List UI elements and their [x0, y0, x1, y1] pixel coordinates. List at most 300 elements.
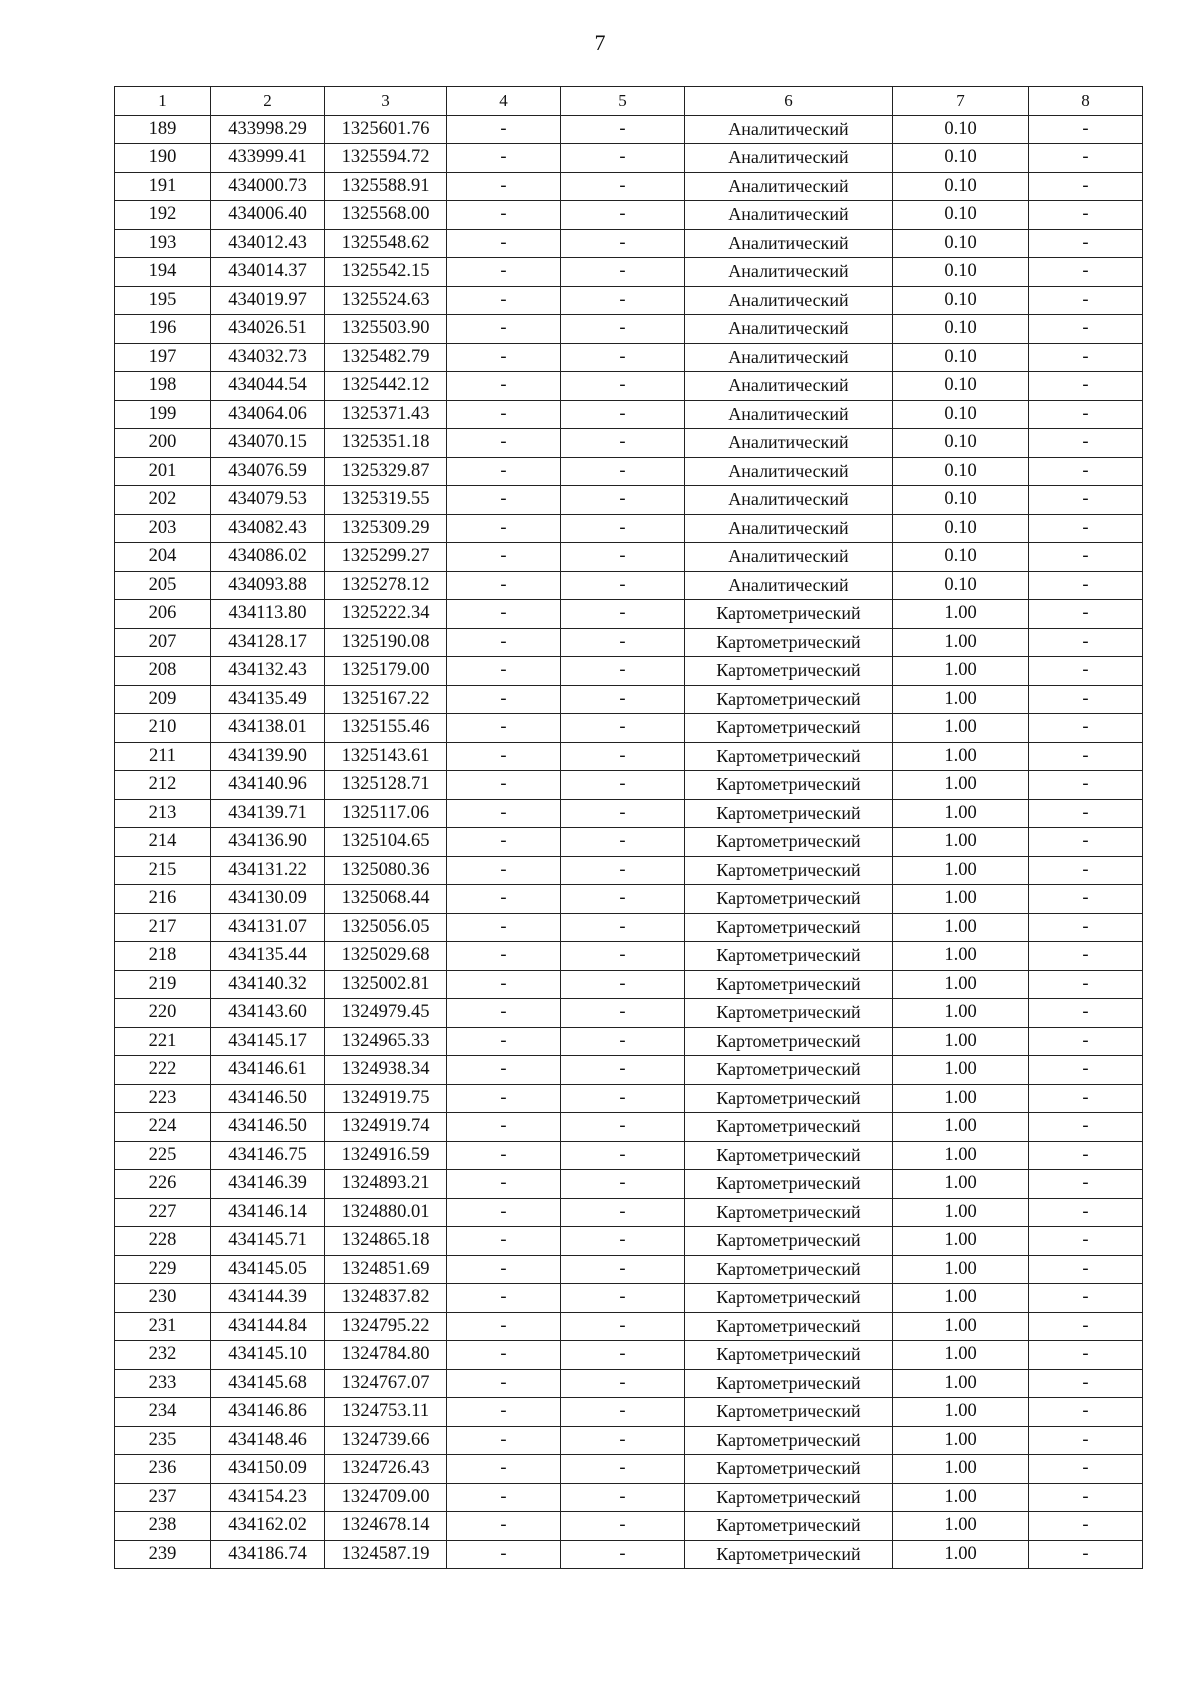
col4-cell: - [447, 372, 561, 401]
x-coordinate-cell: 434026.51 [211, 315, 325, 344]
method-cell: Аналитический [685, 400, 893, 429]
accuracy-cell: 1.00 [893, 1369, 1029, 1398]
col5-cell: - [561, 1027, 685, 1056]
method-cell: Картометрический [685, 856, 893, 885]
x-coordinate-cell: 434131.07 [211, 913, 325, 942]
col5-cell: - [561, 771, 685, 800]
point-number-cell: 209 [115, 685, 211, 714]
accuracy-cell: 1.00 [893, 1426, 1029, 1455]
y-coordinate-cell: 1324893.21 [325, 1170, 447, 1199]
accuracy-cell: 0.10 [893, 286, 1029, 315]
col4-cell: - [447, 457, 561, 486]
accuracy-cell: 1.00 [893, 657, 1029, 686]
point-number-cell: 229 [115, 1255, 211, 1284]
method-cell: Картометрический [685, 657, 893, 686]
y-coordinate-cell: 1324919.75 [325, 1084, 447, 1113]
col4-cell: - [447, 1426, 561, 1455]
point-number-cell: 223 [115, 1084, 211, 1113]
table-row [115, 372, 1143, 401]
accuracy-cell: 1.00 [893, 685, 1029, 714]
accuracy-cell: 1.00 [893, 1084, 1029, 1113]
accuracy-cell: 0.10 [893, 372, 1029, 401]
col5-cell: - [561, 258, 685, 287]
accuracy-cell: 0.10 [893, 258, 1029, 287]
table-row [115, 229, 1143, 258]
col5-cell: - [561, 942, 685, 971]
col5-cell: - [561, 1141, 685, 1170]
col5-cell: - [561, 714, 685, 743]
y-coordinate-cell: 1324739.66 [325, 1426, 447, 1455]
point-number-cell: 195 [115, 286, 211, 315]
method-cell: Картометрический [685, 1512, 893, 1541]
table-row [115, 742, 1143, 771]
y-coordinate-cell: 1324784.80 [325, 1341, 447, 1370]
col8-cell: - [1029, 1056, 1143, 1085]
y-coordinate-cell: 1325309.29 [325, 514, 447, 543]
col8-cell: - [1029, 543, 1143, 572]
point-number-cell: 210 [115, 714, 211, 743]
x-coordinate-cell: 434154.23 [211, 1483, 325, 1512]
point-number-cell: 199 [115, 400, 211, 429]
x-coordinate-cell: 433999.41 [211, 144, 325, 173]
point-number-cell: 232 [115, 1341, 211, 1370]
accuracy-cell: 0.10 [893, 514, 1029, 543]
col4-cell: - [447, 1398, 561, 1427]
y-coordinate-cell: 1325056.05 [325, 913, 447, 942]
y-coordinate-cell: 1325167.22 [325, 685, 447, 714]
col8-cell: - [1029, 1540, 1143, 1569]
accuracy-cell: 1.00 [893, 1540, 1029, 1569]
table-row [115, 429, 1143, 458]
col5-cell: - [561, 1455, 685, 1484]
y-coordinate-cell: 1325524.63 [325, 286, 447, 315]
col8-cell: - [1029, 856, 1143, 885]
y-coordinate-cell: 1325104.65 [325, 828, 447, 857]
accuracy-cell: 1.00 [893, 714, 1029, 743]
col4-cell: - [447, 742, 561, 771]
col8-cell: - [1029, 258, 1143, 287]
table-row [115, 1512, 1143, 1541]
col8-cell: - [1029, 1084, 1143, 1113]
y-coordinate-cell: 1325588.91 [325, 172, 447, 201]
y-coordinate-cell: 1324916.59 [325, 1141, 447, 1170]
col4-cell: - [447, 543, 561, 572]
col8-cell: - [1029, 628, 1143, 657]
col5-cell: - [561, 1056, 685, 1085]
method-cell: Картометрический [685, 885, 893, 914]
col5-cell: - [561, 172, 685, 201]
col8-cell: - [1029, 657, 1143, 686]
col8-cell: - [1029, 144, 1143, 173]
point-number-cell: 238 [115, 1512, 211, 1541]
table-row [115, 999, 1143, 1028]
table-row [115, 514, 1143, 543]
col4-cell: - [447, 514, 561, 543]
accuracy-cell: 0.10 [893, 229, 1029, 258]
point-number-cell: 198 [115, 372, 211, 401]
col4-cell: - [447, 1113, 561, 1142]
accuracy-cell: 0.10 [893, 400, 1029, 429]
accuracy-cell: 0.10 [893, 201, 1029, 230]
col5-cell: - [561, 571, 685, 600]
col4-cell: - [447, 600, 561, 629]
col4-cell: - [447, 258, 561, 287]
y-coordinate-cell: 1325503.90 [325, 315, 447, 344]
x-coordinate-cell: 434135.49 [211, 685, 325, 714]
col4-cell: - [447, 1369, 561, 1398]
y-coordinate-cell: 1325128.71 [325, 771, 447, 800]
accuracy-cell: 1.00 [893, 856, 1029, 885]
x-coordinate-cell: 434130.09 [211, 885, 325, 914]
col4-cell: - [447, 828, 561, 857]
col4-cell: - [447, 1512, 561, 1541]
point-number-cell: 225 [115, 1141, 211, 1170]
accuracy-cell: 0.10 [893, 429, 1029, 458]
x-coordinate-cell: 434014.37 [211, 258, 325, 287]
y-coordinate-cell: 1324767.07 [325, 1369, 447, 1398]
y-coordinate-cell: 1324865.18 [325, 1227, 447, 1256]
column-header: 8 [1029, 87, 1143, 116]
point-number-cell: 227 [115, 1198, 211, 1227]
column-header: 5 [561, 87, 685, 116]
x-coordinate-cell: 434146.39 [211, 1170, 325, 1199]
method-cell: Аналитический [685, 543, 893, 572]
y-coordinate-cell: 1325482.79 [325, 343, 447, 372]
table-row [115, 343, 1143, 372]
method-cell: Аналитический [685, 229, 893, 258]
x-coordinate-cell: 434140.96 [211, 771, 325, 800]
col4-cell: - [447, 942, 561, 971]
table-row [115, 1341, 1143, 1370]
method-cell: Картометрический [685, 1198, 893, 1227]
table-row [115, 457, 1143, 486]
y-coordinate-cell: 1324965.33 [325, 1027, 447, 1056]
col5-cell: - [561, 1170, 685, 1199]
table-row [115, 1284, 1143, 1313]
point-number-cell: 201 [115, 457, 211, 486]
method-cell: Картометрический [685, 600, 893, 629]
col4-cell: - [447, 1027, 561, 1056]
point-number-cell: 233 [115, 1369, 211, 1398]
accuracy-cell: 1.00 [893, 1398, 1029, 1427]
x-coordinate-cell: 434146.86 [211, 1398, 325, 1427]
x-coordinate-cell: 434138.01 [211, 714, 325, 743]
y-coordinate-cell: 1325068.44 [325, 885, 447, 914]
x-coordinate-cell: 434136.90 [211, 828, 325, 857]
method-cell: Картометрический [685, 1056, 893, 1085]
method-cell: Аналитический [685, 571, 893, 600]
point-number-cell: 203 [115, 514, 211, 543]
y-coordinate-cell: 1325601.76 [325, 115, 447, 144]
method-cell: Аналитический [685, 429, 893, 458]
col4-cell: - [447, 799, 561, 828]
y-coordinate-cell: 1324979.45 [325, 999, 447, 1028]
method-cell: Картометрический [685, 799, 893, 828]
table-row [115, 714, 1143, 743]
accuracy-cell: 1.00 [893, 1455, 1029, 1484]
col5-cell: - [561, 1483, 685, 1512]
col8-cell: - [1029, 885, 1143, 914]
col8-cell: - [1029, 714, 1143, 743]
col8-cell: - [1029, 685, 1143, 714]
accuracy-cell: 1.00 [893, 1027, 1029, 1056]
accuracy-cell: 0.10 [893, 571, 1029, 600]
col5-cell: - [561, 372, 685, 401]
y-coordinate-cell: 1325299.27 [325, 543, 447, 572]
x-coordinate-cell: 434079.53 [211, 486, 325, 515]
col8-cell: - [1029, 486, 1143, 515]
col5-cell: - [561, 1341, 685, 1370]
method-cell: Аналитический [685, 457, 893, 486]
method-cell: Картометрический [685, 828, 893, 857]
col8-cell: - [1029, 1027, 1143, 1056]
accuracy-cell: 1.00 [893, 1341, 1029, 1370]
col5-cell: - [561, 628, 685, 657]
col4-cell: - [447, 201, 561, 230]
col4-cell: - [447, 1312, 561, 1341]
method-cell: Аналитический [685, 343, 893, 372]
accuracy-cell: 1.00 [893, 970, 1029, 999]
col5-cell: - [561, 1369, 685, 1398]
method-cell: Аналитический [685, 258, 893, 287]
col5-cell: - [561, 1084, 685, 1113]
point-number-cell: 222 [115, 1056, 211, 1085]
col4-cell: - [447, 999, 561, 1028]
col8-cell: - [1029, 457, 1143, 486]
col4-cell: - [447, 400, 561, 429]
table-row [115, 1369, 1143, 1398]
point-number-cell: 207 [115, 628, 211, 657]
x-coordinate-cell: 434146.14 [211, 1198, 325, 1227]
col5-cell: - [561, 400, 685, 429]
col4-cell: - [447, 172, 561, 201]
col8-cell: - [1029, 771, 1143, 800]
accuracy-cell: 1.00 [893, 1312, 1029, 1341]
y-coordinate-cell: 1325143.61 [325, 742, 447, 771]
accuracy-cell: 0.10 [893, 343, 1029, 372]
method-cell: Картометрический [685, 1341, 893, 1370]
col5-cell: - [561, 201, 685, 230]
x-coordinate-cell: 434148.46 [211, 1426, 325, 1455]
y-coordinate-cell: 1324726.43 [325, 1455, 447, 1484]
x-coordinate-cell: 434146.75 [211, 1141, 325, 1170]
header-row [115, 87, 1143, 116]
accuracy-cell: 1.00 [893, 628, 1029, 657]
col8-cell: - [1029, 1398, 1143, 1427]
table-row [115, 1455, 1143, 1484]
method-cell: Картометрический [685, 1483, 893, 1512]
method-cell: Картометрический [685, 714, 893, 743]
table-row [115, 1027, 1143, 1056]
accuracy-cell: 1.00 [893, 885, 1029, 914]
col4-cell: - [447, 229, 561, 258]
col4-cell: - [447, 1170, 561, 1199]
col4-cell: - [447, 856, 561, 885]
method-cell: Аналитический [685, 372, 893, 401]
col4-cell: - [447, 1341, 561, 1370]
method-cell: Картометрический [685, 1369, 893, 1398]
x-coordinate-cell: 434186.74 [211, 1540, 325, 1569]
y-coordinate-cell: 1324678.14 [325, 1512, 447, 1541]
x-coordinate-cell: 434132.43 [211, 657, 325, 686]
y-coordinate-cell: 1325190.08 [325, 628, 447, 657]
x-coordinate-cell: 434019.97 [211, 286, 325, 315]
column-header: 1 [115, 87, 211, 116]
point-number-cell: 213 [115, 799, 211, 828]
col4-cell: - [447, 1084, 561, 1113]
y-coordinate-cell: 1325117.06 [325, 799, 447, 828]
col8-cell: - [1029, 913, 1143, 942]
col4-cell: - [447, 1255, 561, 1284]
col4-cell: - [447, 1198, 561, 1227]
table-row [115, 600, 1143, 629]
col5-cell: - [561, 229, 685, 258]
method-cell: Картометрический [685, 1113, 893, 1142]
col8-cell: - [1029, 372, 1143, 401]
x-coordinate-cell: 434139.90 [211, 742, 325, 771]
y-coordinate-cell: 1324837.82 [325, 1284, 447, 1313]
method-cell: Картометрический [685, 1027, 893, 1056]
col5-cell: - [561, 457, 685, 486]
col5-cell: - [561, 742, 685, 771]
y-coordinate-cell: 1325080.36 [325, 856, 447, 885]
method-cell: Аналитический [685, 315, 893, 344]
y-coordinate-cell: 1324938.34 [325, 1056, 447, 1085]
point-number-cell: 191 [115, 172, 211, 201]
y-coordinate-cell: 1325278.12 [325, 571, 447, 600]
table-body [115, 115, 1143, 1569]
accuracy-cell: 0.10 [893, 115, 1029, 144]
table-row [115, 913, 1143, 942]
table-row [115, 1084, 1143, 1113]
col8-cell: - [1029, 1369, 1143, 1398]
table-row [115, 856, 1143, 885]
x-coordinate-cell: 434145.71 [211, 1227, 325, 1256]
method-cell: Картометрический [685, 1255, 893, 1284]
point-number-cell: 193 [115, 229, 211, 258]
x-coordinate-cell: 434093.88 [211, 571, 325, 600]
method-cell: Аналитический [685, 144, 893, 173]
point-number-cell: 215 [115, 856, 211, 885]
col8-cell: - [1029, 1426, 1143, 1455]
y-coordinate-cell: 1324851.69 [325, 1255, 447, 1284]
accuracy-cell: 0.10 [893, 486, 1029, 515]
method-cell: Картометрический [685, 999, 893, 1028]
point-number-cell: 214 [115, 828, 211, 857]
table-row [115, 970, 1143, 999]
x-coordinate-cell: 434145.68 [211, 1369, 325, 1398]
point-number-cell: 205 [115, 571, 211, 600]
method-cell: Картометрический [685, 1398, 893, 1427]
col4-cell: - [447, 115, 561, 144]
y-coordinate-cell: 1325179.00 [325, 657, 447, 686]
col5-cell: - [561, 799, 685, 828]
point-number-cell: 204 [115, 543, 211, 572]
y-coordinate-cell: 1324795.22 [325, 1312, 447, 1341]
table-row [115, 172, 1143, 201]
y-coordinate-cell: 1324919.74 [325, 1113, 447, 1142]
accuracy-cell: 1.00 [893, 1056, 1029, 1085]
col8-cell: - [1029, 201, 1143, 230]
method-cell: Картометрический [685, 1540, 893, 1569]
point-number-cell: 208 [115, 657, 211, 686]
method-cell: Картометрический [685, 685, 893, 714]
col5-cell: - [561, 429, 685, 458]
col5-cell: - [561, 657, 685, 686]
x-coordinate-cell: 434150.09 [211, 1455, 325, 1484]
table-row [115, 1141, 1143, 1170]
col4-cell: - [447, 1227, 561, 1256]
table-row [115, 543, 1143, 572]
col5-cell: - [561, 970, 685, 999]
table-row [115, 1056, 1143, 1085]
y-coordinate-cell: 1324753.11 [325, 1398, 447, 1427]
point-number-cell: 192 [115, 201, 211, 230]
point-number-cell: 228 [115, 1227, 211, 1256]
col5-cell: - [561, 1398, 685, 1427]
table-row [115, 315, 1143, 344]
table-row [115, 201, 1143, 230]
col5-cell: - [561, 1540, 685, 1569]
column-header: 3 [325, 87, 447, 116]
x-coordinate-cell: 434000.73 [211, 172, 325, 201]
col4-cell: - [447, 913, 561, 942]
table-row [115, 1170, 1143, 1199]
point-number-cell: 197 [115, 343, 211, 372]
accuracy-cell: 0.10 [893, 543, 1029, 572]
method-cell: Картометрический [685, 1455, 893, 1484]
col8-cell: - [1029, 970, 1143, 999]
col5-cell: - [561, 343, 685, 372]
col4-cell: - [447, 286, 561, 315]
point-number-cell: 196 [115, 315, 211, 344]
col8-cell: - [1029, 429, 1143, 458]
col4-cell: - [447, 1284, 561, 1313]
method-cell: Картометрический [685, 913, 893, 942]
page-number: 7 [594, 30, 606, 55]
column-header: 7 [893, 87, 1029, 116]
col8-cell: - [1029, 315, 1143, 344]
col5-cell: - [561, 1426, 685, 1455]
method-cell: Аналитический [685, 201, 893, 230]
point-number-cell: 194 [115, 258, 211, 287]
table-row [115, 400, 1143, 429]
col5-cell: - [561, 1512, 685, 1541]
point-number-cell: 226 [115, 1170, 211, 1199]
col5-cell: - [561, 1284, 685, 1313]
col8-cell: - [1029, 1113, 1143, 1142]
method-cell: Аналитический [685, 115, 893, 144]
point-number-cell: 239 [115, 1540, 211, 1569]
y-coordinate-cell: 1325594.72 [325, 144, 447, 173]
point-number-cell: 230 [115, 1284, 211, 1313]
x-coordinate-cell: 434145.05 [211, 1255, 325, 1284]
accuracy-cell: 1.00 [893, 1284, 1029, 1313]
x-coordinate-cell: 434006.40 [211, 201, 325, 230]
x-coordinate-cell: 434012.43 [211, 229, 325, 258]
col8-cell: - [1029, 400, 1143, 429]
col8-cell: - [1029, 115, 1143, 144]
method-cell: Картометрический [685, 1227, 893, 1256]
x-coordinate-cell: 434070.15 [211, 429, 325, 458]
point-number-cell: 217 [115, 913, 211, 942]
table-row [115, 1540, 1143, 1569]
col5-cell: - [561, 115, 685, 144]
col4-cell: - [447, 343, 561, 372]
y-coordinate-cell: 1325155.46 [325, 714, 447, 743]
table-row [115, 799, 1143, 828]
accuracy-cell: 1.00 [893, 1141, 1029, 1170]
